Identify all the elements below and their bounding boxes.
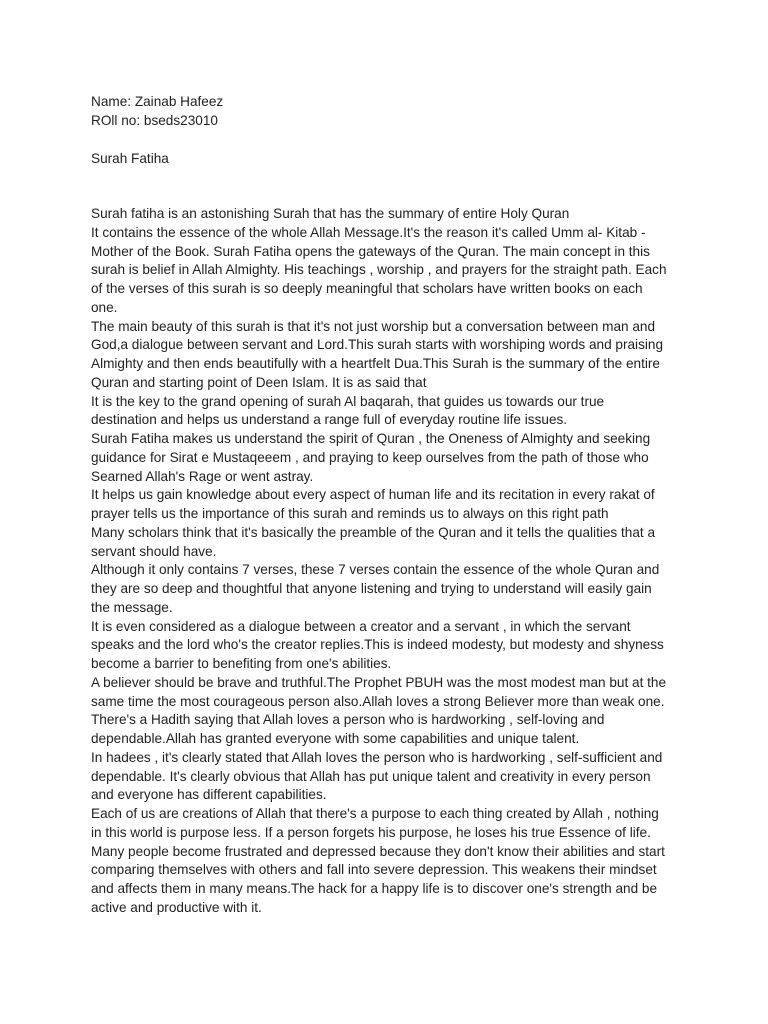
essay-line: The main beauty of this surah is that it's not just worship but a conversation between man and [91, 318, 656, 334]
essay-line: God,a dialogue between servant and Lord.This surah starts with worshiping words and praising [91, 337, 664, 353]
essay-line: and everyone has different capabilities. [91, 787, 327, 803]
essay-line: There's a Hadith saying that Allah loves a person who is hardworking , self-loving and [91, 712, 605, 728]
essay-line: Almighty and then ends beautifully with a heartfelt Dua.This Surah is the summary of the entire [91, 356, 660, 371]
student-name: Name: Zainab Hafeez [91, 94, 224, 109]
essay-line: same time the most courageous person also.Allah loves a strong Believer more than weak one. [91, 693, 665, 709]
essay-line: It helps us gain knowledge about every aspect of human life and its recitation in every rakat of [91, 487, 655, 503]
document-title: Surah Fatiha [91, 151, 169, 166]
essay-line: Mother of the Book. Surah Fatiha opens the gateways of the Quran. The main concept in this [91, 243, 650, 259]
essay-line: In hadees , it's clearly stated that Allah loves the person who is hardworking , self-sufficient and [91, 749, 663, 765]
essay-line: It is the key to the grand opening of surah Al baqarah, that guides us towards our true [91, 393, 605, 409]
essay-line: servant should have. [91, 543, 217, 559]
essay-body [91, 205, 691, 918]
essay-line: destination and helps us understand a range full of everyday routine life issues. [91, 412, 568, 428]
essay-line: comparing themselves with others and fall into severe depression. This weakens their mindset [91, 862, 657, 878]
essay-line: one. [91, 299, 118, 315]
essay-line: the message. [91, 599, 173, 615]
essay-line: dependable. It's clearly obvious that Allah has put unique talent and creativity in every person [91, 768, 651, 784]
essay-line: Surah fatiha is an astonishing Surah that has the summary of entire Holy Quran [91, 206, 570, 221]
essay-line: they are so deep and thoughtful that anyone listening and trying to understand will easily gain [91, 581, 652, 596]
essay-line: Surah Fatiha makes us understand the spirit of Quran , the Oneness of Almighty and seeking [91, 431, 651, 446]
essay-line: Quran and starting point of Deen Islam. It is as said that [91, 374, 427, 390]
essay-line: speaks and the lord who's the creator replies.This is indeed modesty, but modesty and shyness [91, 637, 664, 653]
essay-line: guidance for Sirat e Mustaqeeem , and praying to keep ourselves from the path of those who [91, 449, 649, 465]
essay-line: dependable.Allah has granted everyone with some capabilities and unique talent. [91, 731, 580, 746]
essay-line: and affects them in many means.The hack for a happy life is to discover one's strength and be [91, 881, 658, 896]
essay-line: active and productive with it. [91, 899, 262, 915]
essay-line: Although it only contains 7 verses, these 7 verses contain the essence of the whole Quran and [91, 562, 660, 578]
essay-line: Each of us are creations of Allah that there's a purpose to each thing created by Allah , nothing [91, 806, 659, 821]
roll-number: ROll no: bseds23010 [91, 113, 218, 128]
essay-line: Searned Allah's Rage or went astray. [91, 468, 314, 484]
essay-line: in this world is purpose less. If a person forgets his purpose, he loses his true Essence of life. [91, 824, 651, 840]
essay-line: become a barrier to benefiting from one's abilities. [91, 656, 392, 671]
essay-line: It contains the essence of the whole Allah Message.It's the reason it's called Umm al- Kitab - [91, 224, 646, 240]
essay-line: Many scholars think that it's basically the preamble of the Quran and it tells the qualities that a [91, 524, 656, 540]
essay-line: Many people become frustrated and depressed because they don't know their abilities and start [91, 843, 665, 859]
essay-line: It is even considered as a dialogue between a creator and a servant , in which the servant [91, 618, 631, 634]
student-info [91, 92, 223, 130]
essay-line: A believer should be brave and truthful.The Prophet PBUH was the most modest man but at the [91, 674, 667, 690]
essay-line: surah is belief in Allah Almighty. His teachings , worship , and prayers for the straight path. Each [91, 262, 667, 278]
essay-line: of the verses of this surah is so deeply meaningful that scholars have written books on each [91, 281, 643, 296]
essay-line: prayer tells us the importance of this surah and reminds us to always on this right path [91, 506, 609, 521]
